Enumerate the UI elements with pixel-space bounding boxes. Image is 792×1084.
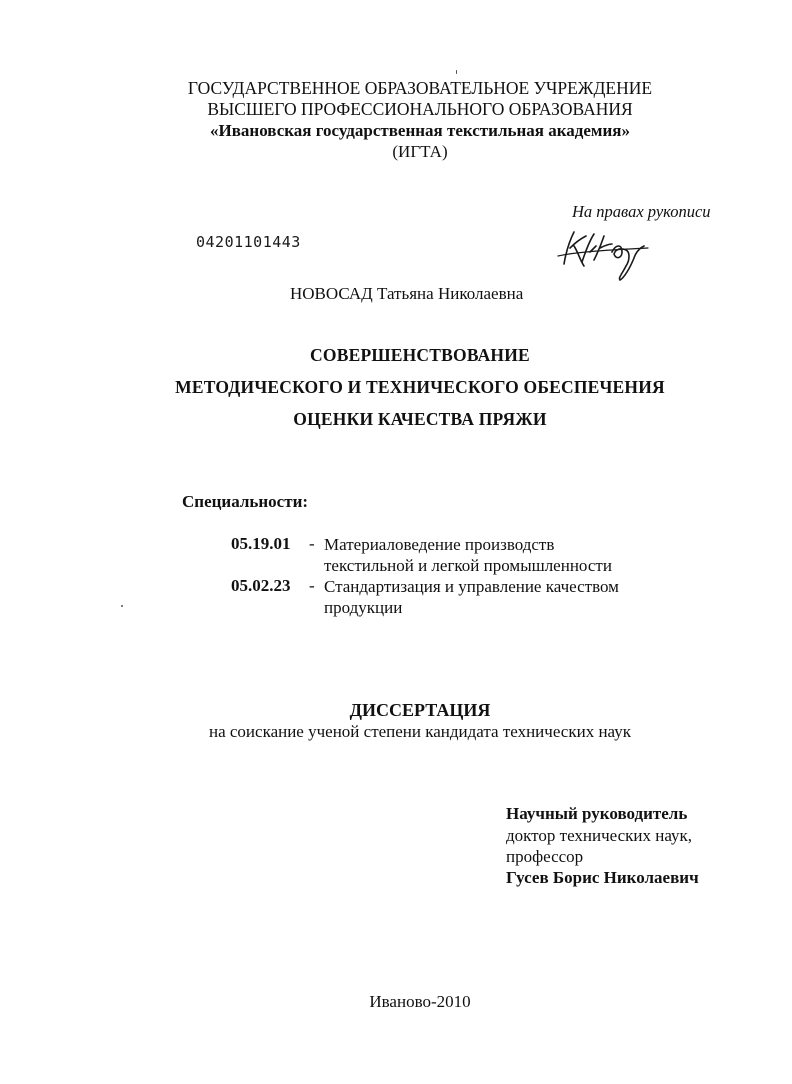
specialty-dash: - xyxy=(309,534,315,553)
specialty-name-line-1: Стандартизация и управление качеством xyxy=(324,577,619,596)
signature xyxy=(556,222,654,282)
supervisor-degree: доктор технических наук, xyxy=(506,826,693,845)
supervisor-rank: профессор xyxy=(506,847,584,866)
title-line-1: СОВЕРШЕНСТВОВАНИЕ xyxy=(310,345,530,365)
title-line-3: ОЦЕНКИ КАЧЕСТВА ПРЯЖИ xyxy=(293,409,547,429)
supervisor-name: Гусев Борис Николаевич xyxy=(506,868,699,887)
work-type-subtitle: на соискание ученой степени кандидата технических наук xyxy=(208,722,631,741)
work-type-title: ДИССЕРТАЦИЯ xyxy=(349,700,491,720)
specialty-name-line-2: продукции xyxy=(324,598,403,617)
header-line-1: ГОСУДАРСТВЕННОЕ ОБРАЗОВАТЕЛЬНОЕ УЧРЕЖДЕНИЕ xyxy=(187,78,653,98)
specialty-code: 05.02.23 xyxy=(231,576,291,595)
scan-speck xyxy=(121,605,123,607)
registration-number: 04201101443 xyxy=(196,233,301,251)
supervisor-heading: Научный руководитель xyxy=(506,804,688,823)
title-line-2: МЕТОДИЧЕСКОГО И ТЕХНИЧЕСКОГО ОБЕСПЕЧЕНИЯ xyxy=(175,377,665,397)
rights-note: На правах рукописи xyxy=(572,202,711,221)
academy-name: «Ивановская государственная текстильная академия» xyxy=(210,121,630,140)
author-name: НОВОСАД Татьяна Николаевна xyxy=(290,284,524,303)
header-line-2: ВЫСШЕГО ПРОФЕССИОНАЛЬНОГО ОБРАЗОВАНИЯ xyxy=(207,99,633,119)
scan-speck xyxy=(456,70,457,74)
academy-abbreviation: (ИГТА) xyxy=(392,142,448,161)
specialty-dash: - xyxy=(309,576,315,595)
specialties-heading: Специальности: xyxy=(182,492,309,511)
place-and-year: Иваново-2010 xyxy=(369,992,471,1011)
specialty-name-line-2: текстильной и легкой промышленности xyxy=(324,556,612,575)
specialty-code: 05.19.01 xyxy=(231,534,291,553)
specialty-name-line-1: Материаловедение производств xyxy=(324,535,555,554)
